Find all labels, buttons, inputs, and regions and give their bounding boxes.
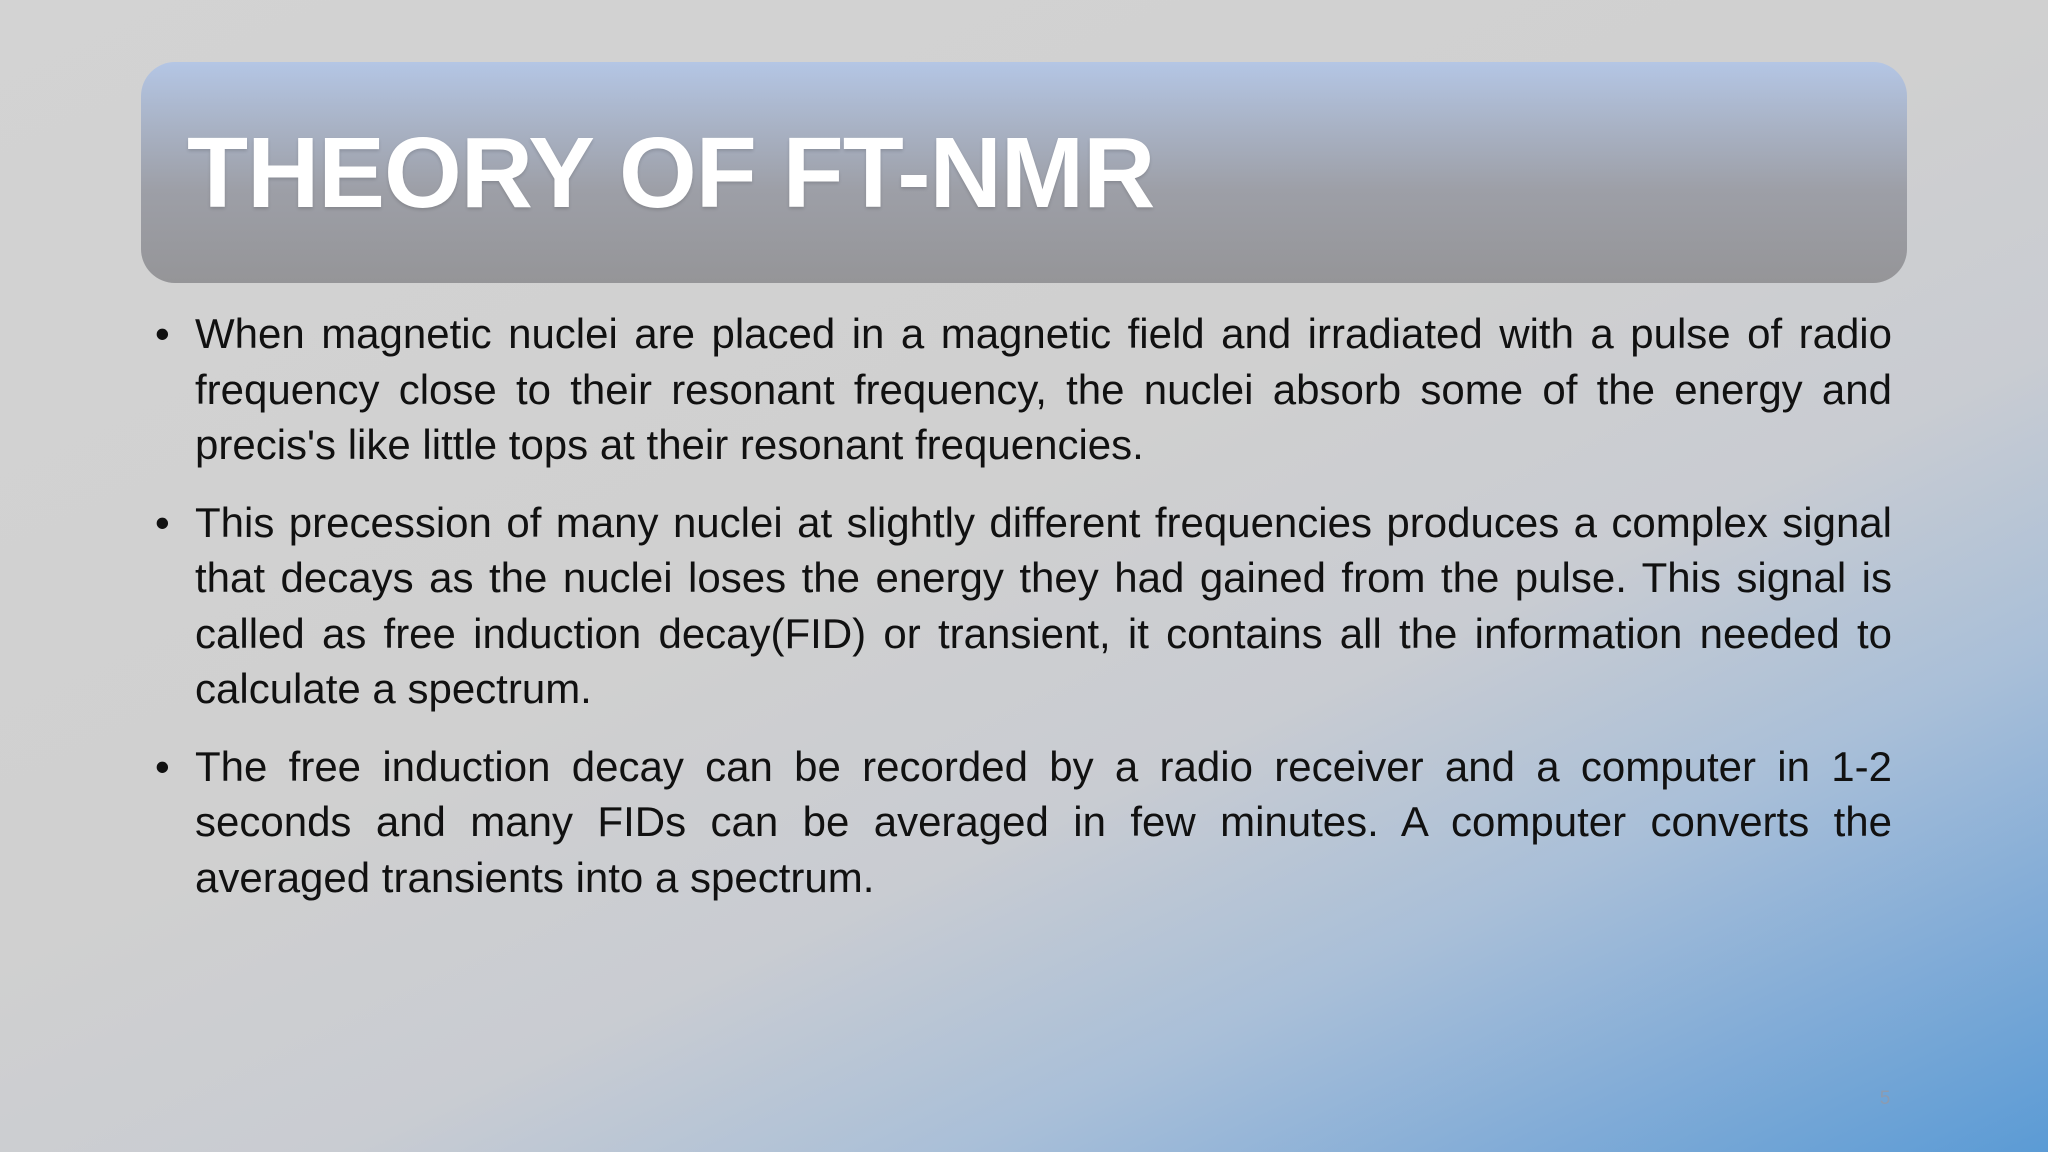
- bullet-icon: •: [155, 742, 170, 790]
- bullet-icon: •: [155, 310, 170, 357]
- slide-title: THEORY OF FT-NMR: [187, 116, 1155, 229]
- bullet-list: [150, 306, 1892, 927]
- bullet-item: [150, 306, 1892, 473]
- bullet-text: The free induction decay can be recorded by a radio receiver and a computer in 1-2 seconds and many FIDs can be averaged in few minutes. A computer converts the averaged transients into a spectrum.: [195, 742, 1892, 901]
- bullet-item: [150, 495, 1892, 717]
- title-banner: [141, 62, 1907, 283]
- page-number: 5: [1879, 1088, 1891, 1109]
- bullet-icon: •: [155, 498, 170, 546]
- bullet-text: When magnetic nuclei are placed in a magnetic field and irradiated with a pulse of radio frequency close to their resonant frequency, the nuclei absorb some of the energy and precis's like little tops at their resonant frequencies.: [195, 310, 1892, 468]
- bullet-item: [150, 739, 1892, 906]
- bullet-text: This precession of many nuclei at slightly different frequencies produces a complex signal that decays as the nuclei loses the energy they had gained from the pulse. This signal is called as free induction decay(FID) or transient, it contains all the information needed to calculate a spectrum.: [195, 498, 1892, 712]
